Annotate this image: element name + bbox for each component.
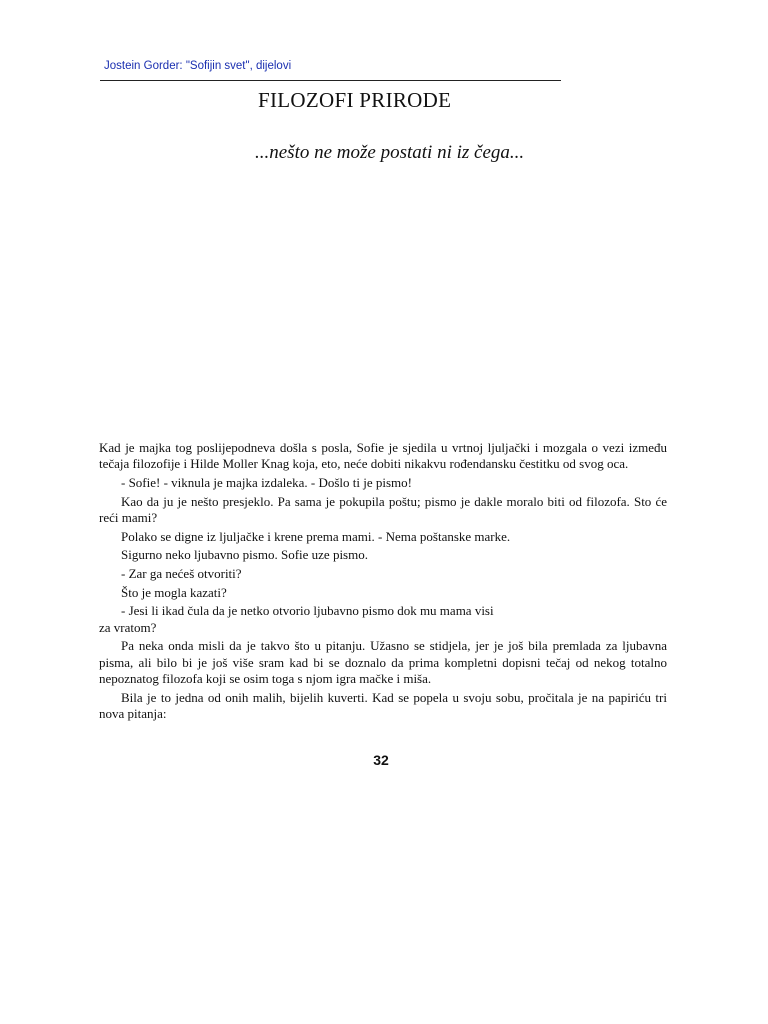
paragraph: Kao da ju je nešto presjeklo. Pa sama je pokupila poštu; pismo je dakle moralo biti od filozofa. Sto će reći mami? [99, 493, 667, 525]
body-text [99, 440, 667, 725]
paragraph: Kad je majka tog poslijepodneva došla s posla, Sofie je sjedila u vrtnoj ljuljački i mozgala o vezi između tečaja filozofije i Hilde Moller Knag koja, eto, neće dobiti nikakvu rođendansku čestitku od svog oca. [99, 440, 667, 472]
paragraph: - Zar ga nećeš otvoriti? [121, 566, 242, 582]
paragraph: za vratom? [99, 619, 157, 635]
header-rule [100, 80, 561, 81]
paragraph: Pa neka onda misli da je takvo što u pitanju. Užasno se stidjela, jer je još bila premlada za ljubavna pisma, ali bilo bi je još više sram kad bi se doznalo da prima kompletni dopisni tečaj od nekog totalno nepoznatog filozofa koji se osim toga s njom igra mačke i miša. [99, 638, 667, 686]
chapter-title: FILOZOFI PRIRODE [258, 88, 452, 112]
paragraph: - Sofie! - viknula je majka izdaleka. - Došlo ti je pismo! [121, 474, 412, 490]
paragraph: - Jesi li ikad čula da je netko otvorio ljubavno pismo dok mu mama visi [121, 603, 494, 619]
chapter-epigraph: ...nešto ne može postati ni iz čega... [255, 142, 525, 163]
page-number: 32 [373, 752, 389, 768]
paragraph: Sigurno neko ljubavno pismo. Sofie uze pismo. [121, 547, 368, 563]
paragraph: Što je mogla kazati? [121, 584, 227, 600]
paragraph: Bila je to jedna od onih malih, bijelih kuverti. Kad se popela u svoju sobu, pročitala je na papiriću tri nova pitanja: [99, 689, 667, 721]
running-header: Jostein Gorder: "Sofijin svet", dijelovi [104, 60, 292, 72]
paragraph: Polako se digne iz ljuljačke i krene prema mami. - Nema poštanske marke. [121, 528, 511, 544]
